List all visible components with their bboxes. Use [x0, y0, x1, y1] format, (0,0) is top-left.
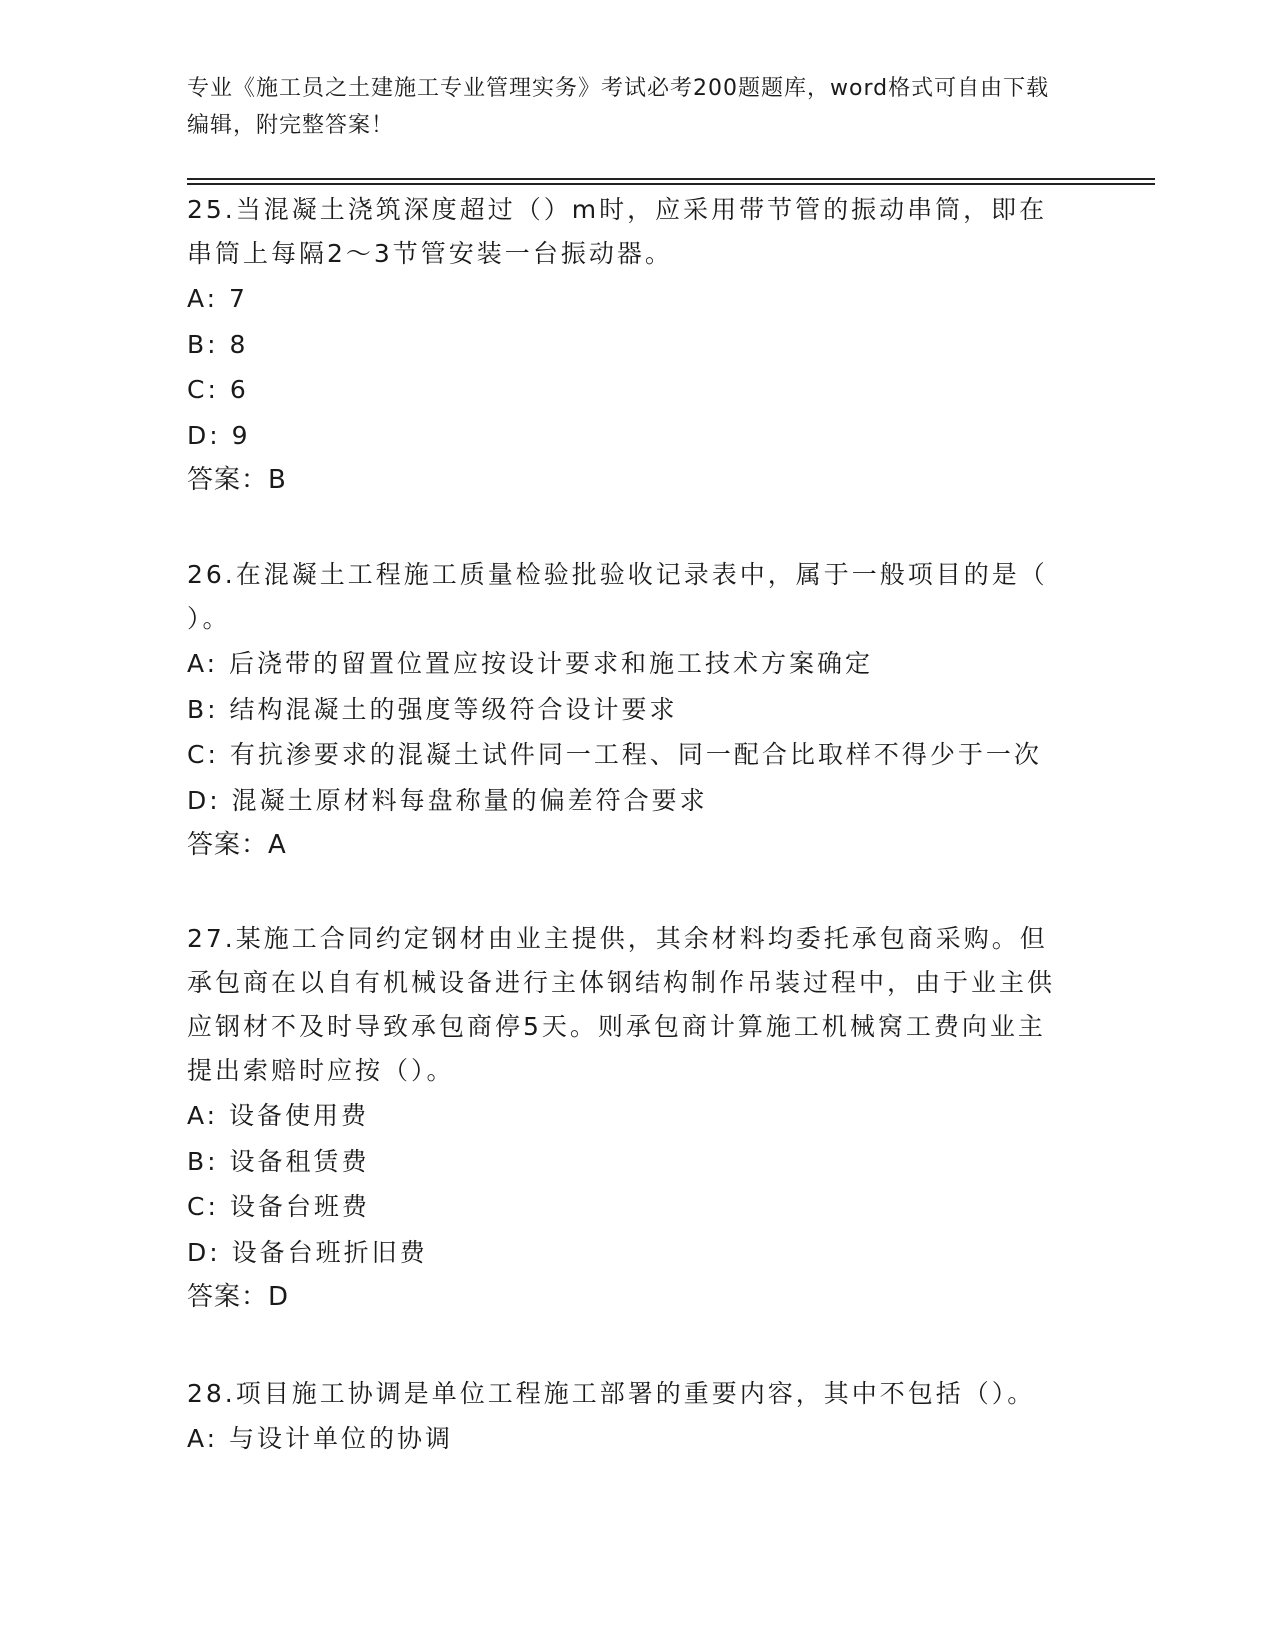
option-a: A: 与设计单位的协调: [187, 1424, 454, 1453]
option-b: B: 设备租赁费: [187, 1146, 370, 1176]
option-c: C: 设备台班费: [187, 1192, 370, 1221]
question-stem: 27.某施工合同约定钢材由业主提供，其余材料均委托承包商采购。但承包商在以自有机械设备进行主体钢结构制作吊装过程中，由于业主供应钢材不及时导致承包商停5天。则承包商计算施工机械窝工费向业主提出索赔时应按（）。: [187, 924, 1056, 1085]
option-c: C: 有抗渗要求的混凝土试件同一工程、同一配合比取样不得少于一次: [187, 740, 1042, 769]
header-divider-bottom: [187, 183, 1155, 185]
question-stem: 26.在混凝土工程施工质量检验批验收记录表中，属于一般项目的是（ ）。: [187, 560, 1048, 633]
answer-key: 答案：D: [187, 1282, 290, 1312]
document-header: 专业《施工员之土建施工专业管理实务》考试必考200题题库，word格式可自由下载编辑，附完整答案！: [187, 76, 1050, 138]
question-27: [187, 917, 1067, 1320]
answer-key: 答案：A: [187, 830, 287, 860]
option-d: D: 混凝土原材料每盘称量的偏差符合要求: [187, 785, 708, 815]
question-stem: 28.项目施工协调是单位工程施工部署的重要内容，其中不包括（）。: [187, 1379, 1036, 1408]
question-25: [187, 188, 1067, 503]
option-a: A: 后浇带的留置位置应按设计要求和施工技术方案确定: [187, 649, 874, 678]
option-a: A: 7: [187, 284, 248, 313]
option-d: D: 9: [187, 420, 251, 450]
answer-key: 答案：B: [187, 465, 287, 495]
question-26: [187, 553, 1067, 868]
question-stem: 25.当混凝土浇筑深度超过（）m时，应采用带节管的振动串筒，即在串筒上每隔2～3节管安装一台振动器。: [187, 195, 1048, 268]
option-a: A: 设备使用费: [187, 1101, 370, 1130]
question-28: [187, 1372, 1067, 1462]
option-d: D: 设备台班折旧费: [187, 1237, 428, 1267]
option-b: B: 8: [187, 329, 249, 359]
header-divider-top: [187, 178, 1155, 180]
option-c: C: 6: [187, 375, 249, 404]
option-b: B: 结构混凝土的强度等级符合设计要求: [187, 694, 678, 724]
